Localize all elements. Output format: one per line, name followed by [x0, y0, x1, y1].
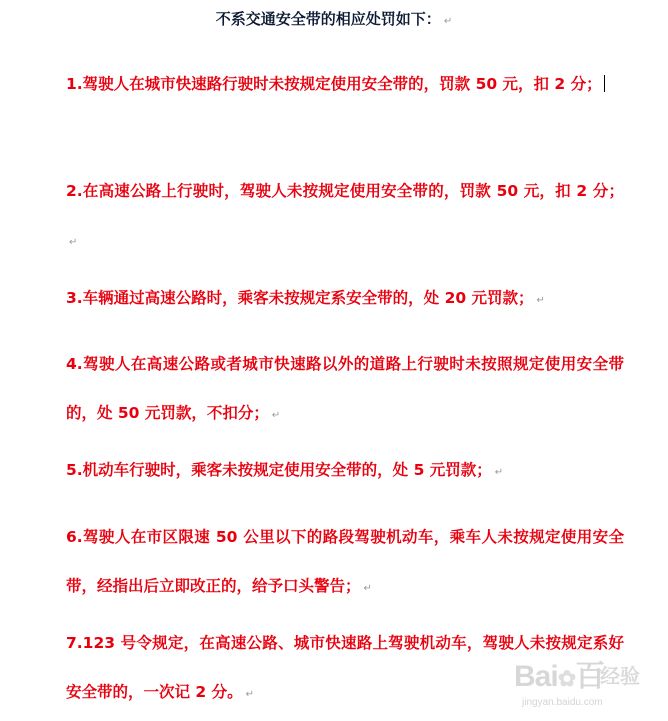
penalty-item-1	[66, 60, 624, 109]
penalty-item-5	[66, 446, 624, 497]
watermark-label: 经验	[600, 664, 640, 688]
paragraph-mark: ↵	[363, 583, 372, 594]
title-text: 不系交通安全带的相应处罚如下：	[215, 10, 441, 28]
penalty-item-3	[66, 274, 624, 325]
watermark-url: jingyan.baidu.com	[522, 697, 603, 708]
baidu-jingyan-watermark	[514, 659, 654, 715]
paw-icon: ✿	[557, 666, 576, 691]
penalty-item-4	[66, 340, 624, 440]
paragraph-mark: ↵	[443, 16, 453, 27]
penalty-item-4-text: 4.驾驶人在高速公路或者城市快速路以外的道路上行驶时未按照规定使用安全带的，处 50 元罚款，不扣分；	[66, 355, 624, 422]
penalty-item-2	[66, 167, 624, 267]
watermark-logo	[514, 659, 604, 697]
paragraph-mark: ↵	[536, 295, 545, 306]
paragraph-mark: ↵	[271, 410, 281, 421]
document-title	[0, 8, 668, 33]
penalty-item-6-text: 6.驾驶人在市区限速 50 公里以下的路段驾驶机动车，乘车人未按规定使用安全带，经指出后立即改正的，给予口头警告；	[66, 528, 624, 595]
text-cursor	[604, 75, 606, 92]
paragraph-mark: ↵	[494, 467, 504, 478]
paragraph-mark: ↵	[245, 689, 254, 700]
penalty-item-5-text: 5.机动车行驶时，乘客未按规定使用安全带的，处 5 元罚款；	[66, 461, 492, 479]
penalty-item-6	[66, 513, 624, 613]
penalty-item-1-text: 1.驾驶人在城市快速路行驶时未按规定使用安全带的，罚款 50 元，扣 2 分；	[66, 75, 602, 93]
paragraph-mark: ↵	[69, 237, 78, 248]
watermark-logo-text: Bai	[514, 660, 558, 693]
watermark-logo-tail: 百	[575, 660, 605, 693]
penalty-item-7-text: 7.123 号令规定，在高速公路、城市快速路上驾驶机动车，驾驶人未按规定系好安全带的，一次记 2 分。	[66, 634, 624, 701]
penalty-item-2-text: 2.在高速公路上行驶时，驾驶人未按规定使用安全带的，罚款 50 元，扣 2 分；	[66, 182, 624, 200]
penalty-item-3-text: 3.车辆通过高速公路时，乘客未按规定系安全带的，处 20 元罚款；	[66, 289, 534, 307]
